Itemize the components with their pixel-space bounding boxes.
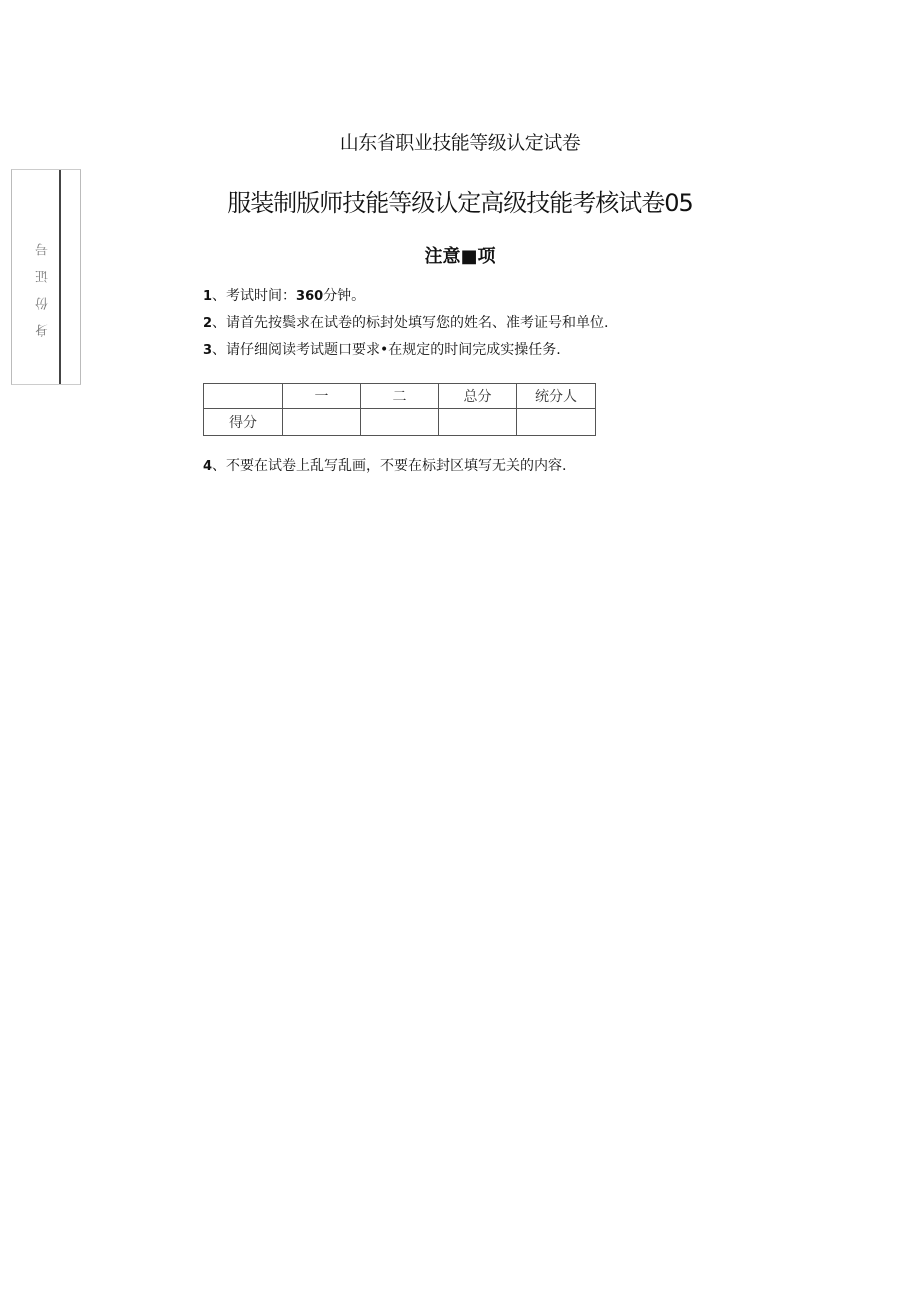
notice-number: 1	[203, 289, 213, 304]
score-cell[interactable]	[283, 409, 361, 436]
score-row-label: 得分	[204, 409, 283, 436]
notice-item	[203, 339, 561, 359]
notice-text-suffix: 分钟。	[323, 288, 366, 304]
notice-heading: 注意■项	[424, 246, 496, 267]
score-cell[interactable]	[439, 409, 517, 436]
notice-duration: 360	[296, 289, 324, 304]
score-table-header-cell: 二	[361, 384, 439, 409]
score-table	[203, 383, 596, 436]
notice-number: 2	[203, 316, 213, 331]
score-table-header-row	[204, 384, 596, 409]
binding-label: 身份证号	[36, 229, 51, 337]
score-table-header-cell: 统分人	[517, 384, 596, 409]
score-cell[interactable]	[517, 409, 596, 436]
score-table-row	[204, 409, 596, 436]
notice-text: 、不要在试卷上乱写乱画，不要在标封区填写无关的内容.	[212, 458, 567, 474]
notice-item	[203, 455, 567, 475]
score-table-header-cell: 一	[283, 384, 361, 409]
exam-authority: 山东省职业技能等级认定试卷	[339, 132, 581, 154]
notice-item	[203, 285, 365, 305]
exam-title: 服装制版师技能等级认定高级技能考核试卷05	[227, 189, 693, 217]
notice-item	[203, 312, 609, 332]
notice-number: 4	[203, 459, 213, 474]
notice-text: 、考试时间：	[212, 288, 297, 304]
score-table-header-cell: 总分	[439, 384, 517, 409]
notice-text: 、请首先按鬓求在试卷的标封处填写您的姓名、准考证号和单位.	[212, 315, 609, 331]
score-cell[interactable]	[361, 409, 439, 436]
notice-number: 3	[203, 343, 213, 358]
score-table-corner-cell	[204, 384, 283, 409]
notice-text: 、请仔细阅读考试题口要求•在规定的时间完成实操任务.	[212, 342, 561, 358]
